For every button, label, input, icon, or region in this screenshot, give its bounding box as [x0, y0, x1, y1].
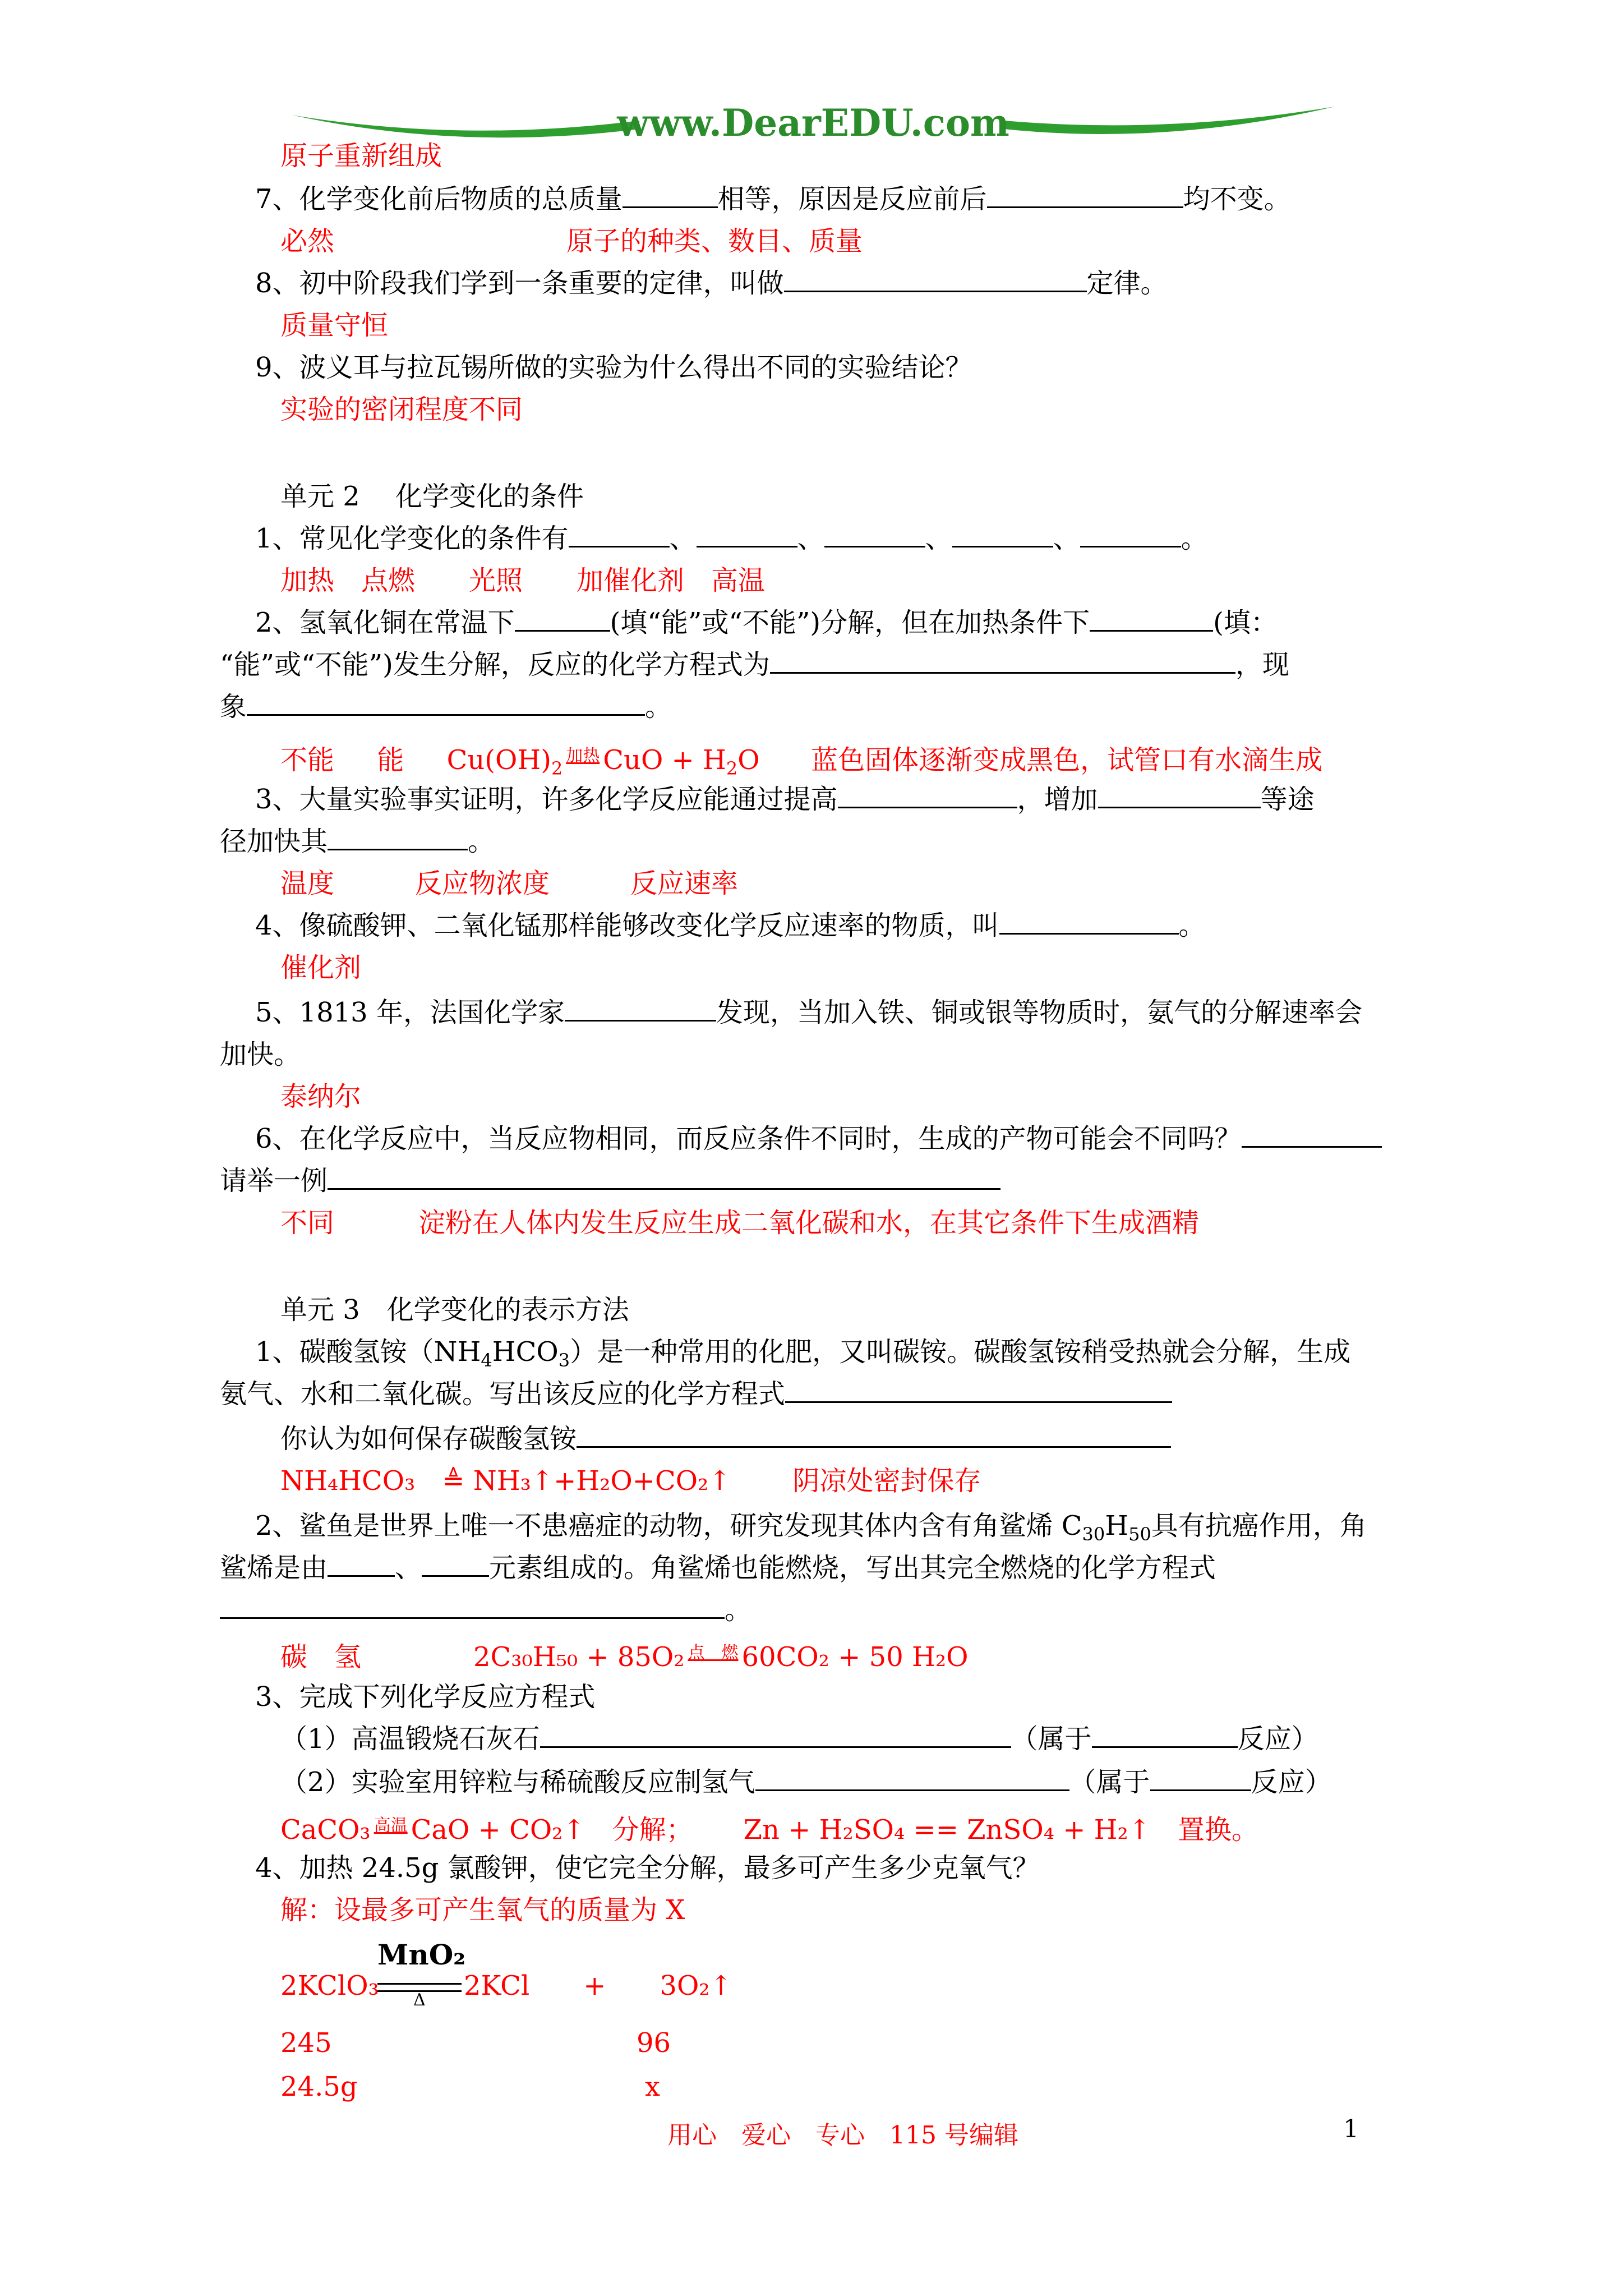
answer-8: 质量守恒	[280, 310, 389, 341]
u2-answer-1: 加热 点燃 光照 加催化剂 高温	[280, 565, 766, 596]
u2-question-4: 4、像硫酸钾、二氧化锰那样能够改变化学反应速率的物质，叫 。	[255, 910, 1206, 941]
u2-answer-5: 泰纳尔	[280, 1081, 362, 1112]
logo-text: www.DearEDU.com	[617, 101, 1009, 145]
u2-question-1: 1、常见化学变化的条件有 、 、 、 、 。	[255, 523, 1208, 554]
header-logo	[292, 90, 1335, 151]
u2-question-3-line2: 径加快其 。	[220, 826, 495, 857]
u3-question-4: 4、加热 24.5g 氯酸钾，使它完全分解，最多可产生多少克氧气？	[255, 1852, 1040, 1884]
unit-3-title: 单元 3 化学变化的表示方法	[280, 1294, 629, 1326]
u3-question-1-line3: 你认为如何保存碳酸氢铵	[280, 1422, 1171, 1456]
heat-symbol: Δ	[413, 1990, 426, 2010]
mass-row-1-right: 96	[637, 2027, 671, 2059]
u3-question-3: 3、完成下列化学反应方程式	[255, 1681, 596, 1713]
page-number: 1	[1343, 2115, 1359, 2143]
answer-9: 实验的密闭程度不同	[280, 394, 523, 425]
mass-row-2-left: 24.5g	[280, 2071, 358, 2102]
u3-answer-4-equation-right: 2KCl + 3O₂↑	[464, 1970, 732, 2001]
question-7: 7、化学变化前后物质的总质量 相等，原因是反应前后 均不变。	[255, 183, 1291, 215]
u2-question-2-line2: “能”或“不能”)发生分解，反应的化学方程式为 ，现	[220, 649, 1289, 680]
u2-question-5-line2: 加快。	[220, 1039, 301, 1070]
u2-question-6-line2: 请举一例	[220, 1164, 1000, 1198]
u2-question-2-line3: 象 。	[220, 691, 672, 723]
u3-answer-3: CaCO₃ 高温 CaO + CO₂↑ 分解； Zn + H₂SO₄ == ZnSO₄ + H₂↑ 置换。	[280, 1814, 1258, 1846]
u2-answer-3: 温度 反应物浓度 反应速率	[280, 868, 739, 899]
u2-answer-2: 不能 能 $Cu(OH)_2$加热 CuO + $H_2O$ 蓝色固体逐渐变成黑色，试管口有水滴生成	[280, 744, 1323, 779]
u2-question-2-line1: 2、氢氧化铜在常温下 (填“能”或“不能”)分解，但在加热条件下 (填：	[255, 607, 1278, 638]
mass-row-1-left: 245	[280, 2027, 332, 2059]
u3-question-3-2: （2）实验室用锌粒与稀硫酸反应制氢气 （属于 反应）	[280, 1766, 1332, 1798]
u3-answer-1: NH₄HCO₃ ≜ NH₃↑+H₂O+CO₂↑ 阴凉处密封保存	[280, 1465, 981, 1497]
catalyst-label: MnO₂	[377, 1938, 466, 1971]
u3-answer-2: 碳 氢 2C₃₀H₅₀ + 85O₂ 点 燃 60CO₂ + 50 H₂O	[280, 1641, 969, 1673]
mass-row-2-right: x	[645, 2071, 661, 2102]
u2-question-6-line1: 6、在化学反应中，当反应物相同，而反应条件不同时，生成的产物可能会不同吗？	[255, 1122, 1382, 1156]
answer-7-1: 必然	[280, 226, 335, 257]
footer-text: 用心 爱心 专心 115 号编辑	[667, 2121, 1018, 2150]
answer-line: 原子重新组成	[280, 140, 442, 172]
u3-question-1-line2: 氨气、水和二氧化碳。写出该反应的化学方程式	[220, 1377, 1172, 1411]
u2-answer-4: 催化剂	[280, 952, 362, 983]
question-9: 9、波义耳与拉瓦锡所做的实验为什么得出不同的实验结论？	[255, 352, 972, 383]
question-8: 8、初中阶段我们学到一条重要的定律，叫做 定律。	[255, 268, 1168, 299]
u3-answer-4-intro: 解：设最多可产生氧气的质量为 X	[280, 1894, 685, 1926]
unit-2-title: 单元 2 化学变化的条件	[280, 481, 584, 512]
u3-question-1-line1: 1、碳酸氢铵$(NH_4HCO_3)$是一种常用的化肥，又叫碳铵。碳酸氢铵稍受热就会分解，生成	[255, 1336, 1351, 1371]
answer-7-2: 原子的种类、数目、质量	[566, 226, 863, 257]
u2-answer-6: 不同 淀粉在人体内发生反应生成二氧化碳和水，在其它条件下生成酒精	[280, 1207, 1200, 1239]
u2-question-5-line1: 5、1813 年，法国化学家 发现，当加入铁、铜或银等物质时，氨气的分解速率会	[255, 997, 1362, 1028]
u3-question-2-line1: 2、鲨鱼是世界上唯一不患癌症的动物，研究发现其体内含有角鲨烯 $C_{30}H_{50}$具有抗癌作用，角	[255, 1510, 1367, 1545]
u3-answer-4-equation-left: 2KClO₃	[280, 1970, 379, 2001]
u2-question-3-line1: 3、大量实验事实证明，许多化学反应能通过提高 ，增加 等途	[255, 784, 1315, 815]
u3-question-2-line3: 。	[220, 1593, 751, 1627]
u3-question-2-line2: 鲨烯是由 、 元素组成的。角鲨烯也能燃烧，写出其完全燃烧的化学方程式	[220, 1552, 1216, 1584]
u3-question-3-1: （1）高温锻烧石灰石 （属于 反应）	[280, 1723, 1318, 1755]
